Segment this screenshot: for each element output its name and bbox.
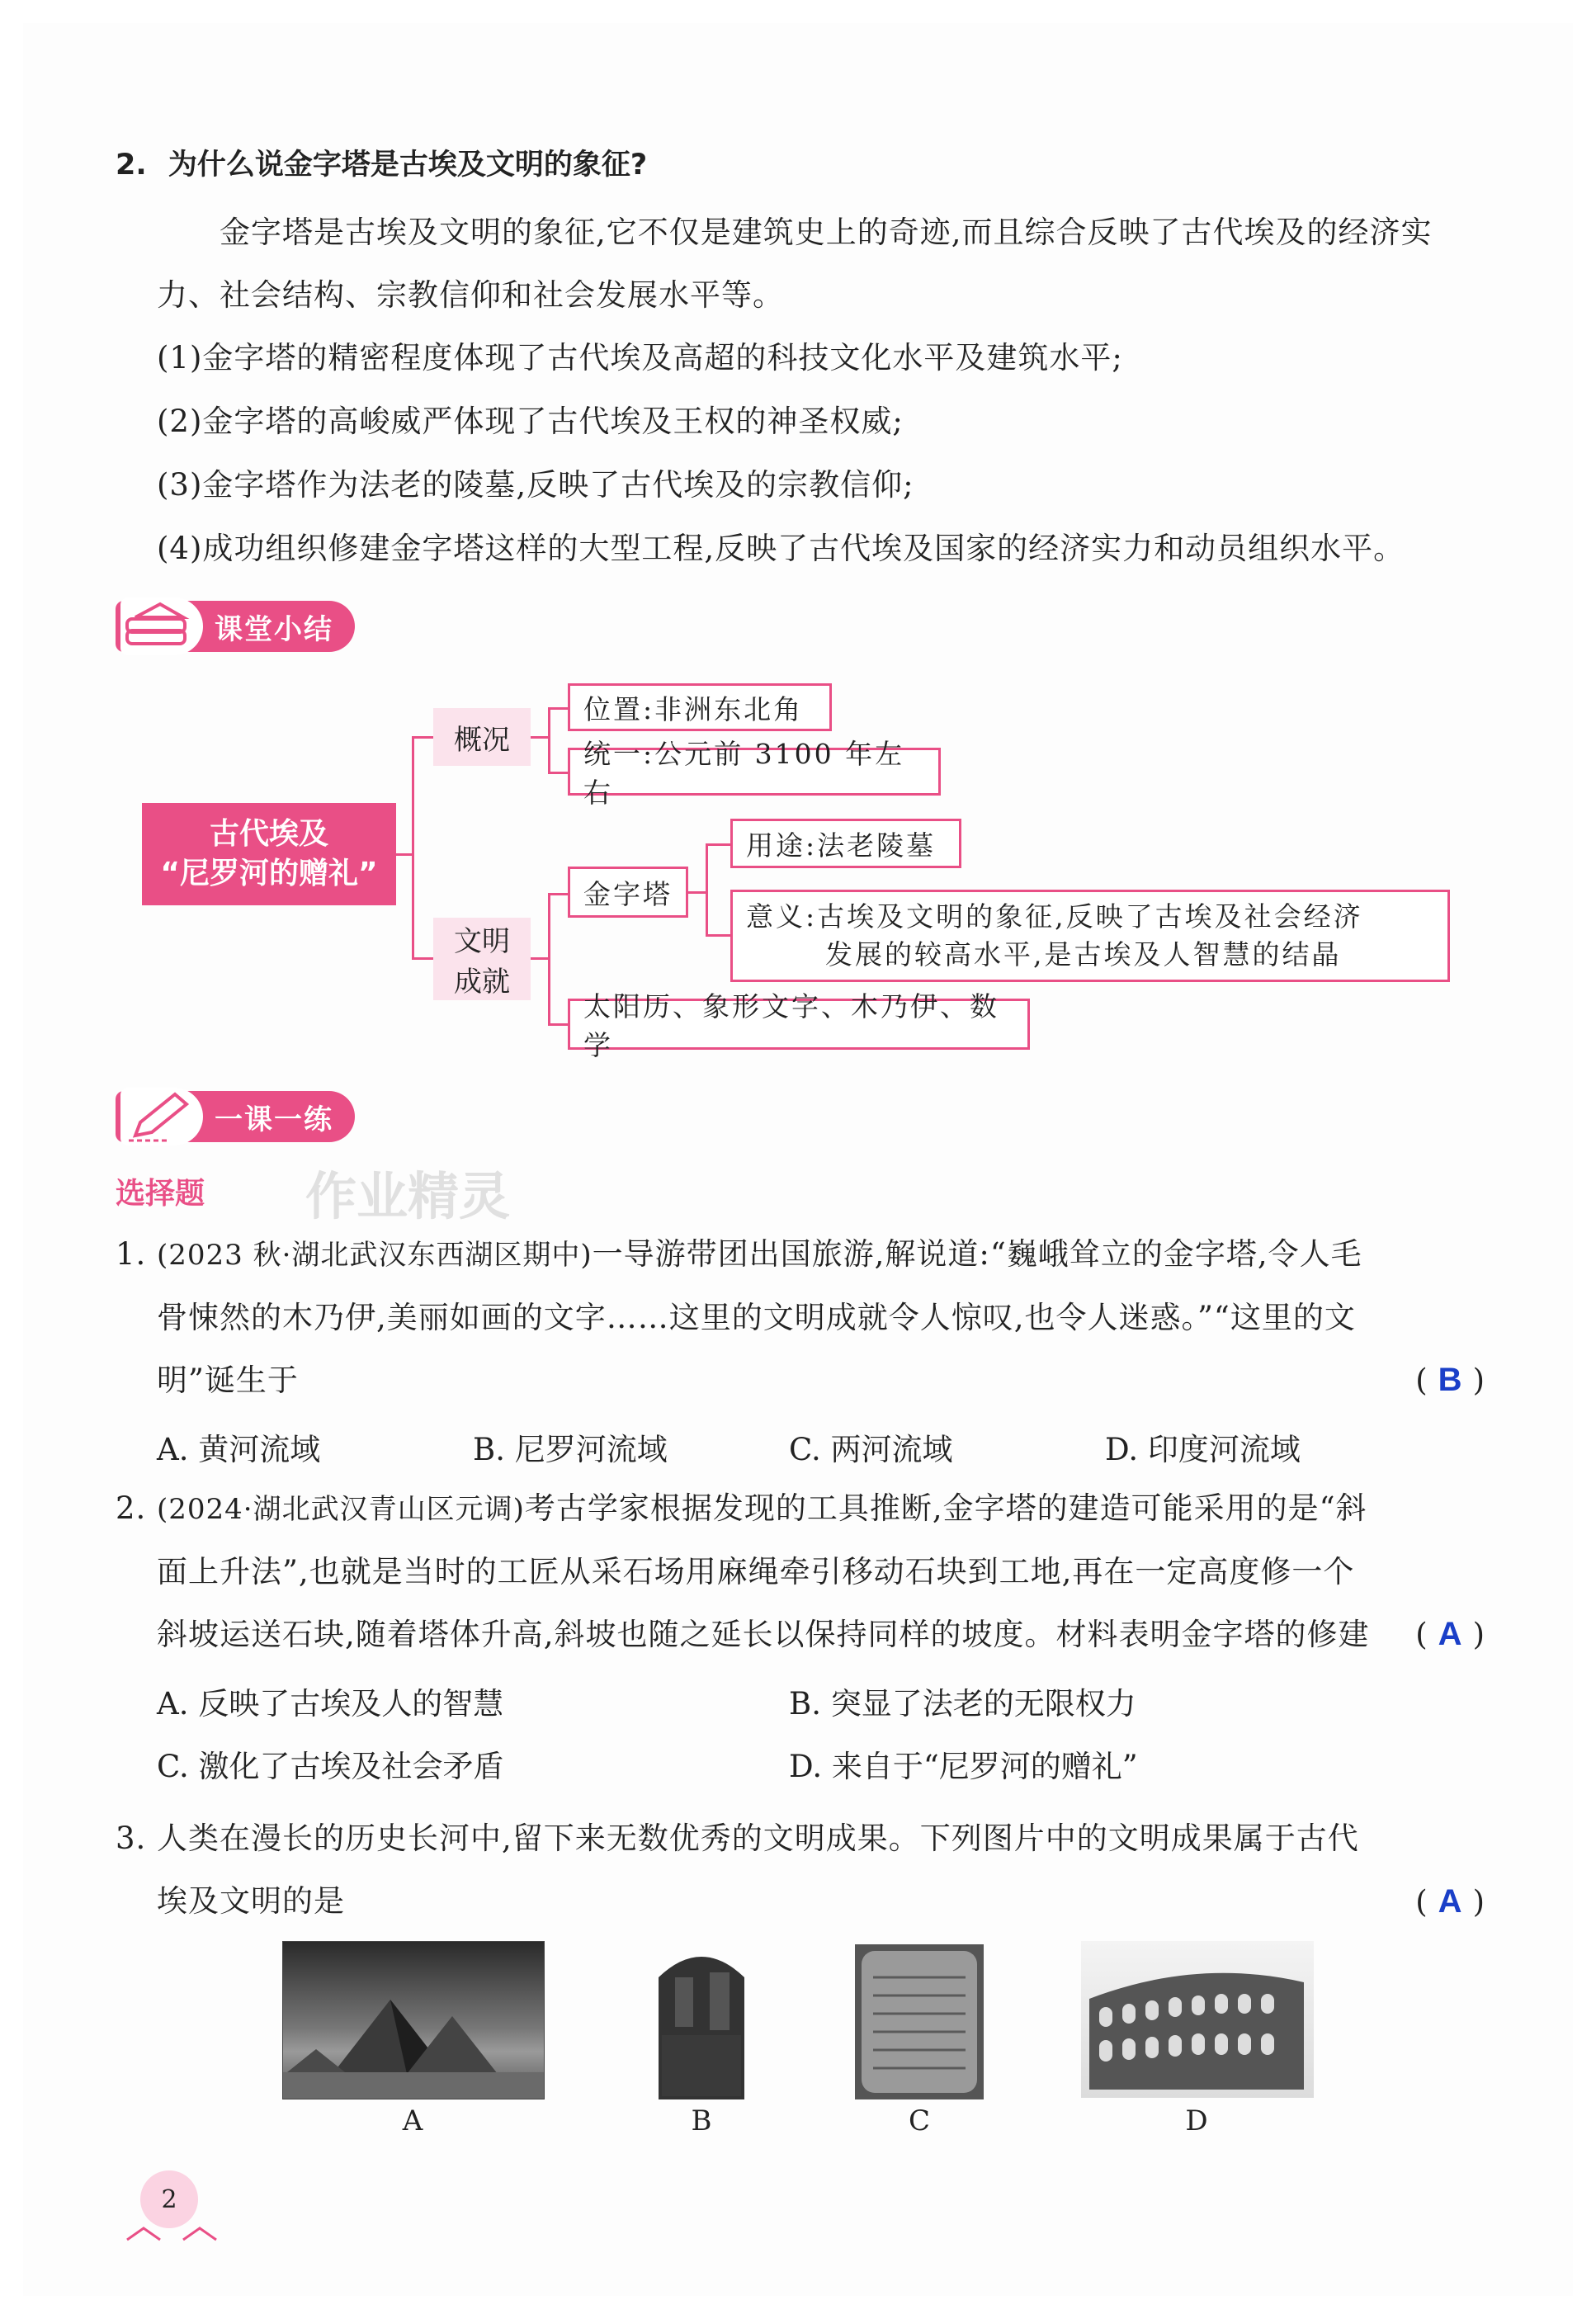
connector: [412, 736, 433, 739]
box-unification: 统一:公元前 3100 年左右: [568, 748, 941, 796]
connector: [706, 843, 730, 846]
box-location: 位置:非洲东北角: [568, 683, 832, 731]
practice-tag: [116, 1091, 355, 1142]
question-body: [157, 1807, 1485, 1933]
question-body: [157, 1223, 1485, 1412]
box-meaning: [730, 890, 1450, 982]
section-title: 选择题: [116, 1177, 205, 1211]
photo-colosseum: [1081, 1941, 1314, 2098]
option: A. 反映了古埃及人的智慧: [157, 1686, 504, 1722]
mindmap-root-line2: “尼罗河的赠礼”: [160, 857, 378, 890]
chevron-decoration-icon: [124, 2220, 223, 2248]
box-use: 用途:法老陵墓: [730, 819, 961, 868]
answer-bracket: ( A ): [1415, 1616, 1485, 1652]
connector: [531, 957, 549, 960]
question-number: 2.: [116, 149, 147, 182]
option: A. 黄河流域: [157, 1432, 321, 1467]
photo-caption: B: [691, 2104, 712, 2137]
connector: [412, 957, 433, 960]
photo-caption: A: [402, 2104, 423, 2137]
question-2: [116, 1477, 1485, 1675]
connector: [531, 736, 549, 739]
question-number: 2.: [116, 1490, 147, 1526]
options-q2: [157, 1679, 1494, 1804]
answer-bracket: ( B ): [1415, 1362, 1485, 1398]
box-others: 太阳历、象形文字、木乃伊、数学: [568, 999, 1030, 1050]
point-item: (3)金字塔作为法老的陵墓,反映了古代埃及的宗教信仰;: [157, 467, 914, 503]
question-body: [157, 1477, 1485, 1666]
option: C. 激化了古埃及社会矛盾: [157, 1749, 504, 1784]
question-text: 考古学家根据发现的工具推断,金字塔的建造可能采用的是“斜面上升法”,也就是当时的工匠从采石场用麻绳牵引移动石块到工地,再在一定高度修一个斜坡运送石块,随着塔体升高,斜坡也随之延长以保持同样的坡度。材料表明金字塔的修建: [157, 1490, 1370, 1652]
summary-tag: [116, 601, 355, 652]
question-number: 3.: [116, 1821, 147, 1856]
summary-tag-label: 课堂小结: [215, 612, 333, 646]
mindmap-root-line1: 古代埃及: [209, 817, 328, 851]
connector: [548, 893, 550, 1025]
connector: [548, 707, 568, 710]
book-icon: [120, 597, 203, 655]
photo-caption: D: [1185, 2104, 1208, 2137]
connector: [548, 1023, 568, 1026]
answer-bracket: ( A ): [1415, 1883, 1485, 1920]
question-heading: [116, 142, 647, 183]
intro-paragraph: 金字塔是古埃及文明的象征,它不仅是建筑史上的奇迹,而且综合反映了古代埃及的经济实力、社会结构、宗教信仰和社会发展水平等。: [157, 215, 1433, 313]
connector: [396, 853, 413, 856]
node-civilization-line2: 成就: [454, 966, 510, 999]
question-1: [116, 1223, 1485, 1421]
point-item: (1)金字塔的精密程度体现了古代埃及高超的科技文化水平及建筑水平;: [157, 340, 1123, 375]
point-item: (2)金字塔的高峻威严体现了古代埃及王权的神圣权威;: [157, 404, 904, 439]
connector: [548, 707, 550, 773]
node-civilization: [433, 918, 531, 1000]
node-overview: 概况: [433, 708, 531, 766]
connector: [706, 843, 708, 936]
question-text: 人类在漫长的历史长河中,留下来无数优秀的文明成果。下列图片中的文明成果属于古代埃及文明的是: [157, 1821, 1359, 1919]
connector: [548, 772, 568, 774]
question-title: 为什么说金字塔是古埃及文明的象征?: [168, 149, 648, 182]
connector: [688, 891, 706, 894]
question-number: 1.: [116, 1236, 147, 1272]
photo-caption: C: [908, 2104, 930, 2137]
mindmap-root: [142, 803, 396, 905]
question-source: (2023 秋·湖北武汉东西湖区期中): [157, 1239, 593, 1272]
points-list: [157, 327, 1510, 581]
photo-stele: [650, 1944, 753, 2099]
node-civilization-line1: 文明: [454, 925, 510, 958]
point-item: (4)成功组织修建金字塔这样的大型工程,反映了古代埃及国家的经济实力和动员组织水平。: [157, 531, 1405, 566]
photo-clay-tablet: [855, 1944, 984, 2099]
connector: [412, 736, 414, 959]
question-text: 一导游带团出国旅游,解说道:“巍峨耸立的金字塔,令人毛骨悚然的木乃伊,美丽如画的文字……这里的文明成就令人惊叹,也令人迷惑。”“这里的文明”诞生于: [157, 1236, 1362, 1398]
option: D. 印度河流域: [1105, 1432, 1301, 1467]
option: C. 两河流域: [789, 1432, 953, 1467]
meaning-line1: 意义:古埃及文明的象征,反映了古埃及社会经济: [746, 900, 1363, 933]
answer-letter: B: [1438, 1362, 1463, 1398]
practice-tag-label: 一课一练: [215, 1103, 333, 1136]
connector: [548, 893, 568, 895]
box-pyramid: 金字塔: [568, 867, 688, 918]
option: D. 来自于“尼罗河的赠礼”: [789, 1749, 1138, 1784]
option: B. 突显了法老的无限权力: [789, 1686, 1136, 1722]
pencil-icon: [120, 1088, 203, 1145]
question-source: (2024·湖北武汉青山区元调): [157, 1493, 525, 1526]
answer-letter: A: [1438, 1616, 1463, 1652]
connector: [706, 934, 730, 937]
meaning-line2: 发展的较高水平,是古埃及人智慧的结晶: [825, 938, 1342, 971]
question-3: [116, 1807, 1485, 1939]
watermark: 作业精灵: [305, 1166, 511, 1226]
photo-pyramids: [282, 1941, 545, 2099]
option: B. 尼罗河流域: [473, 1432, 668, 1467]
page-number: 2: [140, 2170, 198, 2228]
answer-letter: A: [1438, 1883, 1463, 1920]
